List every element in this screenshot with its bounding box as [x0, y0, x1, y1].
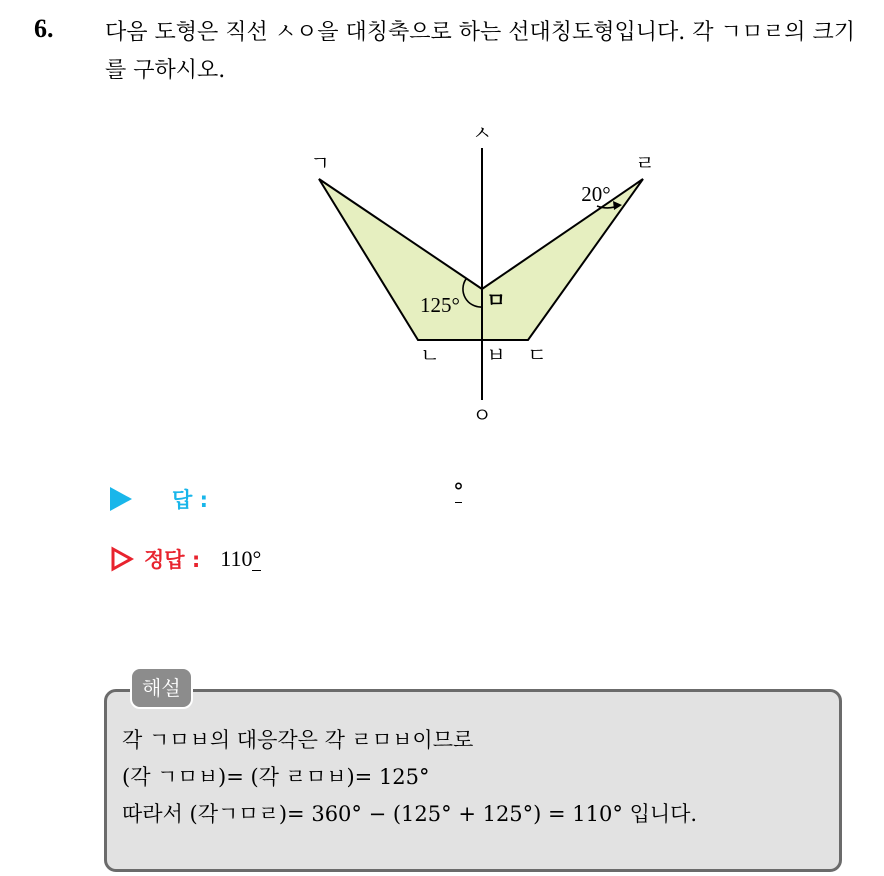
label-r: ㄹ: [635, 151, 655, 175]
label-o: ㅇ: [472, 403, 492, 427]
angle-20-label: 20°: [581, 182, 611, 206]
angle-125-label: 125°: [420, 293, 460, 317]
correct-marker-icon: [110, 546, 134, 572]
answer-blank[interactable]: °: [453, 480, 464, 505]
correct-value: [220, 546, 261, 572]
explanation-line: 따라서 (각ㄱㅁㄹ)= 360° − (125° + 125°) = 110° 입니다.: [122, 802, 698, 826]
label-m: ㅁ: [486, 288, 506, 312]
explanation-line: (각 ㄱㅁㅂ)= (각 ㄹㅁㅂ)= 125°: [122, 765, 430, 789]
answer-marker-icon: [110, 487, 132, 511]
label-b: ㅂ: [486, 343, 506, 367]
question-text: 다음 도형은 직선 ㅅㅇ을 대칭축으로 하는 선대칭도형입니다. 각 ㄱㅁㄹ의 크기를 구하시오.: [105, 20, 855, 83]
explanation-tag: 해설: [130, 667, 193, 709]
answer-row: [110, 484, 208, 514]
answer-label: 답 :: [172, 488, 208, 512]
explanation-line: 각 ㄱㅁㅂ의 대응각은 각 ㄹㅁㅂ이므로: [122, 728, 474, 752]
label-d: ㄷ: [527, 343, 547, 367]
correct-number: 110: [220, 546, 253, 571]
question-number: 6.: [34, 14, 54, 43]
correct-unit: °: [252, 546, 262, 571]
correct-answer-row: [110, 544, 261, 574]
label-s: ㅅ: [472, 121, 492, 145]
label-g: ㄱ: [310, 151, 330, 175]
correct-label: 정답 :: [144, 548, 201, 572]
label-n: ㄴ: [420, 343, 440, 367]
explanation-text: [122, 722, 697, 833]
